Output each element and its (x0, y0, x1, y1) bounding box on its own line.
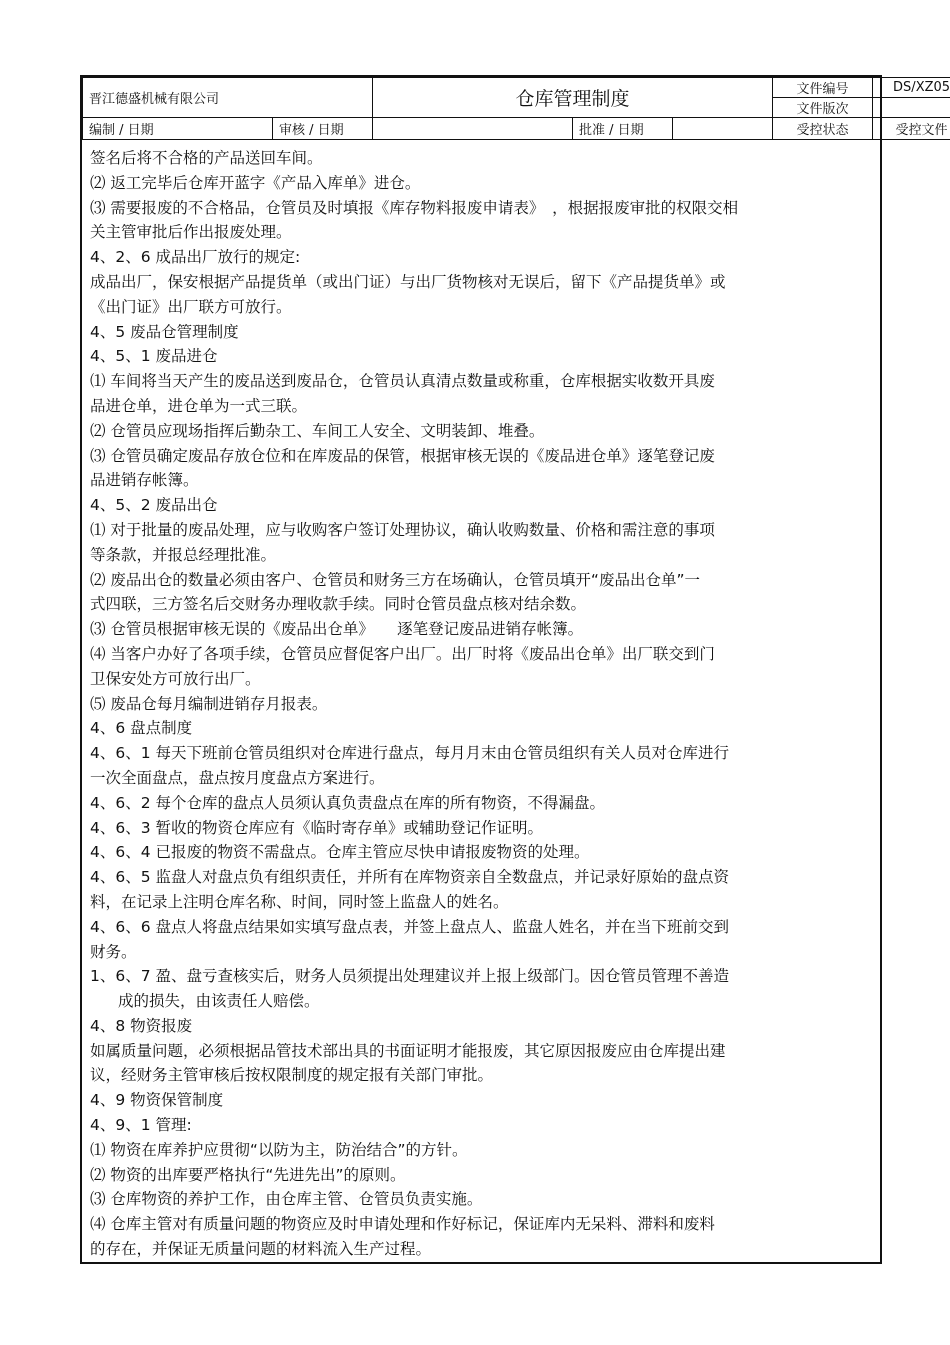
body-line: ⑶ 仓管员确定废品存放仓位和在库废品的保管，根据审核无误的《废品进仓单》逐笔登记废 (90, 446, 715, 465)
body-line: 4、2、6 成品出厂放行的规定: (90, 248, 301, 267)
company-name: 晋江德盛机械有限公司 (83, 78, 373, 118)
body-line: ⑷ 当客户办好了各项手续，仓管员应督促客户出厂。出厂时将《废品出仓单》出厂联交到门 (90, 644, 715, 663)
body-line: 4、6、1 每天下班前仓管员组织对仓库进行盘点，每月月末由仓管员组织有关人员对仓库进行 (90, 744, 730, 763)
body-line: 料，在记录上注明仓库名称、时间，同时签上监盘人的姓名。 (90, 892, 509, 911)
document-body (90, 146, 880, 1262)
reviewed-label: 审核 / 日期 (273, 118, 373, 140)
section-heading: 4、8 物资报废 (90, 1016, 193, 1035)
body-line: ⑷ 仓库主管对有质量问题的物资应及时申请处理和作好标记，保证库内无呆料、滞料和废料 (90, 1215, 715, 1234)
body-line: ⑴ 物资在库养护应贯彻“以防为主，防治结合”的方针。 (90, 1140, 468, 1159)
body-line: 《出门证》出厂联方可放行。 (90, 297, 292, 316)
section-heading: 4、5、1 废品进仓 (90, 347, 218, 366)
prepared-label: 编制 / 日期 (83, 118, 273, 140)
section-heading: 4、5、2 废品出仓 (90, 496, 218, 515)
section-heading: 4、9 物资保管制度 (90, 1091, 224, 1110)
version-value (873, 98, 950, 118)
body-line: ⑶ 需要报废的不合格品，仓管员及时填报《库存物料报废申请表》 ，根据报废审批的权限交相 (90, 198, 739, 217)
control-status-label: 受控状态 (773, 118, 873, 140)
version-label: 文件版次 (773, 98, 873, 118)
reviewed-value (373, 118, 573, 140)
body-line: 品进销存帐簿。 (90, 471, 199, 490)
doc-number-label: 文件编号 (773, 78, 873, 98)
doc-number-value: DS/XZ05 (873, 78, 950, 98)
body-line: ⑵ 仓管员应现场指挥后勤杂工、车间工人安全、文明装卸、堆叠。 (90, 421, 545, 440)
body-line: 财务。 (90, 942, 137, 961)
body-line: ⑶ 仓管员根据审核无误的《废品出仓单》 逐笔登记废品进销存帐簿。 (90, 620, 584, 639)
body-line: 议，经财务主管审核后按权限制度的规定报有关部门审批。 (90, 1066, 494, 1085)
body-line: 品进仓单，进仓单为一式三联。 (90, 396, 308, 415)
body-line: ⑵ 废品出仓的数量必须由客户、仓管员和财务三方在场确认，仓管员填开“废品出仓单”一 (90, 570, 700, 589)
body-line: 式四联，三方签名后交财务办理收款手续。同时仓管员盘点核对结余数。 (90, 595, 587, 614)
body-line: 4、6、3 暂收的物资仓库应有《临时寄存单》或辅助登记作证明。 (90, 818, 544, 837)
body-line: ⑴ 对于批量的废品处理，应与收购客户签订处理协议，确认收购数量、价格和需注意的事项 (90, 520, 715, 539)
body-line: ⑵ 返工完毕后仓库开蓝字《产品入库单》进仓。 (90, 173, 421, 192)
body-line: ⑶ 仓库物资的养护工作，由仓库主管、仓管员负责实施。 (90, 1190, 483, 1209)
body-line: ⑵ 物资的出库要严格执行“先进先出”的原则。 (90, 1165, 406, 1184)
section-heading: 4、6 盘点制度 (90, 719, 193, 738)
body-line: 1、6、7 盈、盘亏查核实后，财务人员须提出处理建议并上报上级部门。因仓管员管理不善造 (90, 967, 730, 986)
body-line: 4、6、4 已报废的物资不需盘点。仓库主管应尽快申请报废物资的处理。 (90, 843, 590, 862)
approved-label: 批准 / 日期 (573, 118, 673, 140)
section-heading: 4、5 废品仓管理制度 (90, 322, 239, 341)
body-line: 成品出厂，保安根据产品提货单（或出门证）与出厂货物核对无误后，留下《产品提货单》或 (90, 272, 726, 291)
body-line: 4、6、2 每个仓库的盘点人员须认真负责盘点在库的所有物资，不得漏盘。 (90, 793, 606, 812)
body-line: 签名后将不合格的产品送回车间。 (90, 149, 323, 167)
body-line: 一次全面盘点，盘点按月度盘点方案进行。 (90, 768, 385, 787)
document-frame (80, 75, 950, 1264)
document-header (82, 77, 950, 140)
control-status-value: 受控文件 (873, 118, 950, 140)
body-line: 关主管审批后作出报废处理。 (90, 223, 292, 242)
section-heading: 4、9、1 管理: (90, 1116, 192, 1135)
body-line: 等条款，并报总经理批准。 (90, 545, 277, 564)
body-line: ⑸ 废品仓每月编制进销存月报表。 (90, 694, 328, 713)
approved-value (673, 118, 773, 140)
body-line: 4、6、5 监盘人对盘点负有组织责任，并所有在库物资亲自全数盘点，并记录好原始的盘点资 (90, 868, 730, 887)
body-line: 如属质量问题，必须根据品管技术部出具的书面证明才能报废，其它原因报废应由仓库提出建 (90, 1041, 726, 1060)
body-line: ⑴ 车间将当天产生的废品送到废品仓，仓管员认真清点数量或称重，仓库根据实收数开具废 (90, 372, 715, 391)
body-line: 成的损失，由该责任人赔偿。 (118, 992, 320, 1011)
document-title: 仓库管理制度 (373, 78, 773, 118)
body-line: 的存在，并保证无质量问题的材料流入生产过程。 (90, 1240, 432, 1259)
body-line: 卫保安处方可放行出厂。 (90, 669, 261, 688)
body-line: 4、6、6 盘点人将盘点结果如实填写盘点表，并签上盘点人、监盘人姓名，并在当下班前交到 (90, 917, 730, 936)
